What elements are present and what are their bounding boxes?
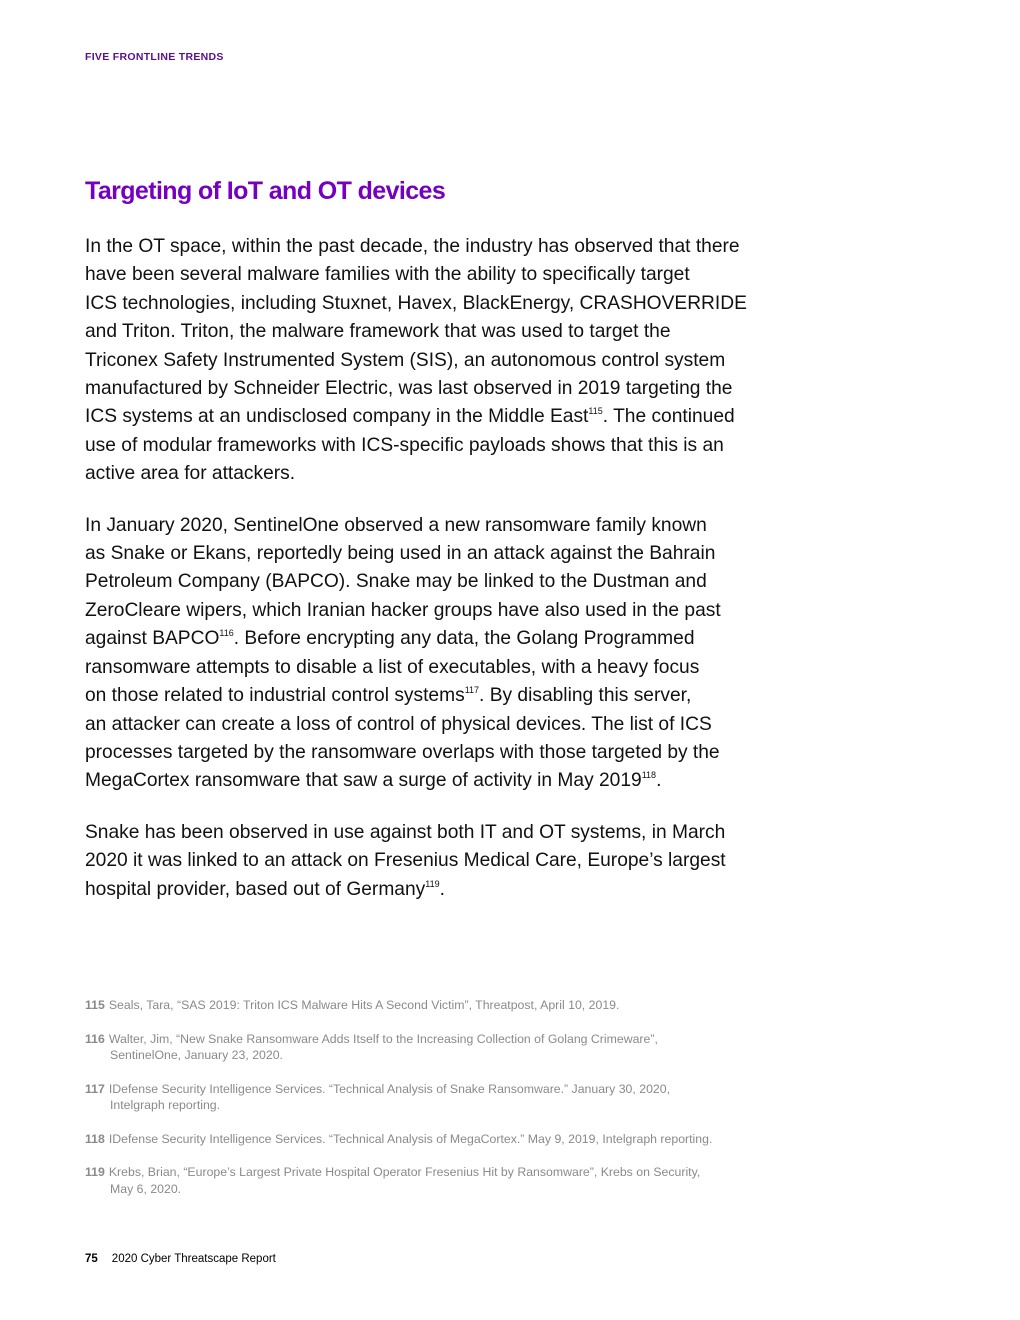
text-line bbox=[85, 682, 805, 710]
text-fragment: on those related to industrial control systems bbox=[85, 685, 465, 707]
footnote-ref-116[interactable]: 116 bbox=[219, 628, 234, 639]
text-fragment: . bbox=[439, 878, 445, 900]
footnote-117 bbox=[85, 1081, 845, 1114]
text-line: Petroleum Company (BAPCO). Snake may be linked to the Dustman and bbox=[85, 571, 707, 593]
text-line: In the OT space, within the past decade, the industry has observed that there bbox=[85, 236, 740, 257]
text-line bbox=[85, 625, 805, 653]
page-number: 75 bbox=[85, 1253, 98, 1265]
text-fragment: against BAPCO bbox=[85, 628, 220, 650]
section-heading: Targeting of IoT and OT devices bbox=[85, 177, 446, 205]
text-fragment: . The continued bbox=[602, 406, 735, 428]
section-label: FIVE FRONTLINE TRENDS bbox=[85, 51, 224, 63]
footnote-118 bbox=[85, 1131, 845, 1148]
text-line: ZeroCleare wipers, which Iranian hacker groups have also used in the past bbox=[85, 599, 721, 621]
text-line: processes targeted by the ransomware overlaps with those targeted by the bbox=[85, 741, 720, 763]
text-line: Snake has been observed in use against both IT and OT systems, in March bbox=[85, 821, 726, 843]
text-line bbox=[85, 767, 805, 795]
footnote-number: 117 bbox=[85, 1081, 105, 1096]
footnote-ref-117[interactable]: 117 bbox=[464, 685, 480, 696]
text-fragment: ICS systems at an undisclosed company in the Middle East bbox=[85, 406, 589, 428]
text-fragment: . Before encrypting any data, the Golang Programmed bbox=[233, 628, 695, 650]
text-line bbox=[85, 403, 805, 431]
footnote-ref-119[interactable]: 119 bbox=[425, 878, 440, 889]
footnote-text-continued: May 6, 2020. bbox=[110, 1181, 182, 1196]
text-line: have been several malware families with the ability to specifically target bbox=[85, 264, 690, 286]
footnote-text: Walter, Jim, “New Snake Ransomware Adds Itself to the Increasing Collection of Golang Crimeware”, bbox=[108, 1031, 658, 1046]
text-line: and Triton. Triton, the malware framework that was used to target the bbox=[85, 321, 671, 343]
footnote-number: 116 bbox=[85, 1031, 105, 1046]
footnote-ref-115[interactable]: 115 bbox=[588, 406, 603, 417]
footnotes bbox=[85, 997, 845, 1214]
text-fragment: hospital provider, based out of Germany bbox=[85, 878, 426, 900]
footnote-text: Krebs, Brian, “Europe’s Largest Private Hospital Operator Fresenius Hit by Ransomware”, Krebs on Security, bbox=[108, 1165, 701, 1179]
footnote-116 bbox=[85, 1031, 845, 1064]
article-body bbox=[85, 233, 805, 927]
text-line: ICS technologies, including Stuxnet, Havex, BlackEnergy, CRASHOVERRIDE bbox=[85, 292, 747, 314]
footnote-number: 119 bbox=[85, 1165, 105, 1179]
paragraph-2 bbox=[85, 512, 805, 796]
text-line: an attacker can create a loss of control of physical devices. The list of ICS bbox=[85, 713, 712, 735]
footnote-number: 118 bbox=[85, 1131, 105, 1146]
report-title: 2020 Cyber Threatscape Report bbox=[111, 1253, 276, 1265]
page-footer bbox=[85, 1253, 276, 1265]
footnote-text: Seals, Tara, “SAS 2019: Triton ICS Malware Hits A Second Victim”, Threatpost, April 10, 2019. bbox=[108, 998, 620, 1012]
text-line: 2020 it was linked to an attack on Fresenius Medical Care, Europe’s largest bbox=[85, 850, 726, 872]
text-fragment: . By disabling this server, bbox=[479, 685, 692, 707]
paragraph-1 bbox=[85, 233, 805, 489]
footnote-119 bbox=[85, 1164, 845, 1197]
footnote-text-continued: SentinelOne, January 23, 2020. bbox=[110, 1048, 283, 1062]
footnote-text: IDefense Security Intelligence Services. “Technical Analysis of MegaCortex.” May 9, 2019, Intelgraph reporting. bbox=[108, 1131, 713, 1146]
text-line: active area for attackers. bbox=[85, 463, 296, 485]
footnote-115 bbox=[85, 997, 845, 1014]
text-line: In January 2020, SentinelOne observed a new ransomware family known bbox=[85, 514, 707, 536]
text-line: use of modular frameworks with ICS-specific payloads shows that this is an bbox=[85, 434, 724, 456]
footnote-text-continued: Intelgraph reporting. bbox=[110, 1098, 221, 1112]
footnote-ref-118[interactable]: 118 bbox=[641, 770, 657, 781]
text-line: ransomware attempts to disable a list of executables, with a heavy focus bbox=[85, 656, 700, 678]
footnote-text: IDefense Security Intelligence Services. “Technical Analysis of Snake Ransomware.” January 30, 2020, bbox=[108, 1081, 671, 1096]
text-line: manufactured by Schneider Electric, was last observed in 2019 targeting the bbox=[85, 378, 733, 400]
text-line bbox=[85, 876, 805, 904]
paragraph-3 bbox=[85, 819, 805, 904]
text-fragment: MegaCortex ransomware that saw a surge of activity in May 2019 bbox=[85, 770, 642, 792]
text-fragment: . bbox=[656, 770, 662, 792]
text-line: Triconex Safety Instrumented System (SIS), an autonomous control system bbox=[85, 349, 726, 371]
text-line: as Snake or Ekans, reportedly being used in an attack against the Bahrain bbox=[85, 543, 716, 565]
footnote-number: 115 bbox=[85, 998, 105, 1012]
